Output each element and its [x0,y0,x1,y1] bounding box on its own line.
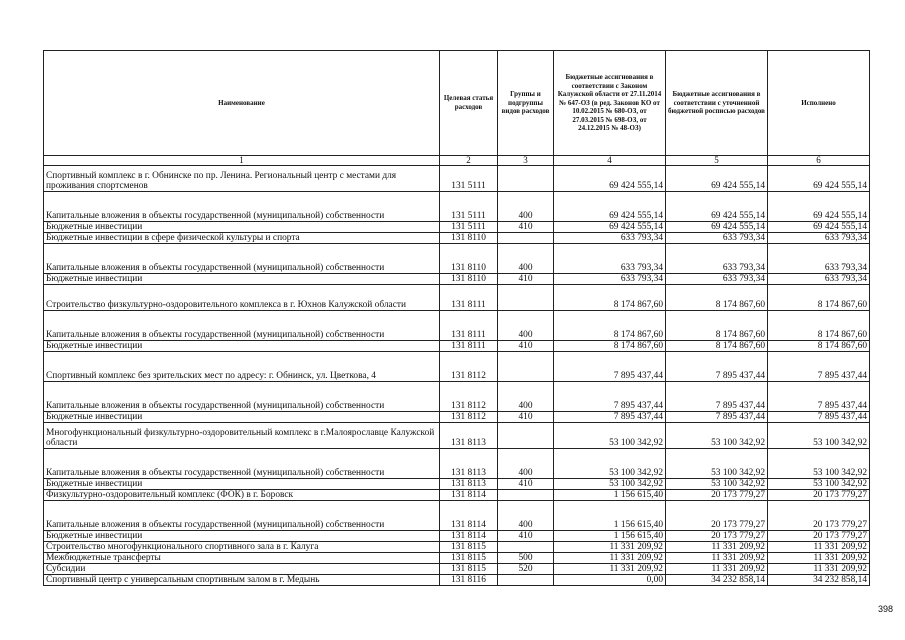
page-number: 398 [877,604,893,614]
row-executed: 633 793,34 [768,244,870,274]
row-target-article: 131 8114 [440,501,498,531]
row-budget-law: 633 793,34 [554,244,666,274]
row-executed: 7 895 437,44 [768,382,870,412]
row-expense-group: 410 [498,341,554,352]
row-name: Бюджетные инвестиции [44,222,440,233]
row-expense-group: 400 [498,449,554,479]
row-executed: 633 793,34 [768,233,870,244]
row-target-article: 131 8114 [440,490,498,501]
row-budget-law: 69 424 555,14 [554,222,666,233]
table-row [44,542,870,553]
row-executed: 69 424 555,14 [768,192,870,222]
row-name: Субсидии [44,564,440,575]
row-executed: 7 895 437,44 [768,412,870,423]
row-target-article: 131 8114 [440,531,498,542]
table-row [44,423,870,449]
table-row [44,382,870,412]
row-executed: 20 173 779,27 [768,490,870,501]
row-executed: 8 174 867,60 [768,341,870,352]
row-expense-group: 400 [498,382,554,412]
row-target-article: 131 8110 [440,244,498,274]
row-budget-list: 7 895 437,44 [666,352,768,382]
row-budget-law: 8 174 867,60 [554,341,666,352]
row-target-article: 131 8115 [440,564,498,575]
row-budget-list: 34 232 858,14 [666,575,768,586]
row-expense-group: 400 [498,244,554,274]
row-budget-list: 69 424 555,14 [666,166,768,192]
table-row [44,285,870,311]
row-budget-list: 633 793,34 [666,274,768,285]
column-number: 1 [44,156,440,166]
row-target-article: 131 8112 [440,412,498,423]
row-target-article: 131 8115 [440,553,498,564]
row-executed: 633 793,34 [768,274,870,285]
row-budget-law: 1 156 615,40 [554,501,666,531]
row-executed: 20 173 779,27 [768,531,870,542]
row-executed: 7 895 437,44 [768,352,870,382]
row-name: Спортивный комплекс без зрительских мест по адресу: г. Обнинск, ул. Цветкова, 4 [44,352,440,382]
row-expense-group: 410 [498,479,554,490]
row-budget-law: 7 895 437,44 [554,352,666,382]
row-name: Капитальные вложения в объекты государственной (муниципальной) собственности [44,501,440,531]
row-target-article: 131 5111 [440,222,498,233]
table-row [44,341,870,352]
header-budget-list: Бюджетные ассигнования в соответствии с уточненной бюджетной росписью расходов [666,51,768,156]
row-budget-law: 53 100 342,92 [554,479,666,490]
header-executed: Исполнено [768,51,870,156]
row-budget-law: 7 895 437,44 [554,412,666,423]
row-name: Капитальные вложения в объекты государственной (муниципальной) собственности [44,382,440,412]
row-executed: 8 174 867,60 [768,285,870,311]
row-name: Бюджетные инвестиции [44,479,440,490]
row-expense-group: 500 [498,553,554,564]
row-budget-list: 8 174 867,60 [666,341,768,352]
row-executed: 53 100 342,92 [768,423,870,449]
row-name: Бюджетные инвестиции [44,341,440,352]
row-name: Физкультурно-оздоровительный комплекс (ФОК) в г. Боровск [44,490,440,501]
row-name: Бюджетные инвестиции [44,274,440,285]
row-budget-law: 633 793,34 [554,274,666,285]
row-budget-law: 7 895 437,44 [554,382,666,412]
row-expense-group [498,575,554,586]
header-name: Наименование [44,51,440,156]
row-target-article: 131 8112 [440,382,498,412]
row-budget-law: 53 100 342,92 [554,423,666,449]
row-target-article: 131 8111 [440,285,498,311]
row-executed: 8 174 867,60 [768,311,870,341]
row-name: Капитальные вложения в объекты государственной (муниципальной) собственности [44,449,440,479]
row-expense-group [498,542,554,553]
row-target-article: 131 5111 [440,192,498,222]
row-target-article: 131 8113 [440,423,498,449]
row-expense-group [498,352,554,382]
row-budget-law: 11 331 209,92 [554,553,666,564]
table-row [44,192,870,222]
row-budget-law: 11 331 209,92 [554,542,666,553]
row-name: Строительство многофункционального спортивного зала в г. Калуга [44,542,440,553]
row-budget-list: 69 424 555,14 [666,192,768,222]
row-target-article: 131 5111 [440,166,498,192]
row-budget-law: 633 793,34 [554,233,666,244]
row-target-article: 131 8112 [440,352,498,382]
row-expense-group: 410 [498,412,554,423]
table-row [44,531,870,542]
row-budget-list: 20 173 779,27 [666,490,768,501]
column-number: 6 [768,156,870,166]
row-name: Капитальные вложения в объекты государственной (муниципальной) собственности [44,192,440,222]
row-budget-list: 53 100 342,92 [666,423,768,449]
column-number-row [44,156,870,166]
row-executed: 11 331 209,92 [768,542,870,553]
row-expense-group: 400 [498,311,554,341]
row-target-article: 131 8113 [440,479,498,490]
row-name: Бюджетные инвестиции [44,531,440,542]
header-budget-law: Бюджетные ассигнования в соответствии с Законом Калужской области от 27.11.2014 № 647-ОЗ (в ред. Законов КО от 10.02.2015 № 680-ОЗ, от 27.03.2015 № 698-ОЗ, от 24.12.2015 № 48-ОЗ) [554,51,666,156]
row-budget-law: 53 100 342,92 [554,449,666,479]
row-executed: 11 331 209,92 [768,553,870,564]
column-number: 5 [666,156,768,166]
header-expense-groups: Группы и подгруппы видов расходов [498,51,554,156]
table-row [44,233,870,244]
table-row [44,222,870,233]
row-target-article: 131 8110 [440,274,498,285]
row-target-article: 131 8115 [440,542,498,553]
row-budget-law: 8 174 867,60 [554,311,666,341]
row-executed: 20 173 779,27 [768,501,870,531]
table-row [44,564,870,575]
row-budget-law: 8 174 867,60 [554,285,666,311]
row-expense-group: 520 [498,564,554,575]
row-executed: 69 424 555,14 [768,222,870,233]
column-number: 2 [440,156,498,166]
table-row [44,412,870,423]
row-budget-list: 633 793,34 [666,233,768,244]
row-target-article: 131 8111 [440,341,498,352]
row-name: Многофункциональный физкультурно-оздоровительный комплекс в г.Малоярославце Калужской области [44,423,440,449]
row-executed: 11 331 209,92 [768,564,870,575]
row-expense-group: 400 [498,501,554,531]
row-budget-law: 69 424 555,14 [554,166,666,192]
row-budget-list: 8 174 867,60 [666,285,768,311]
row-budget-law: 1 156 615,40 [554,490,666,501]
row-budget-list: 11 331 209,92 [666,564,768,575]
row-name: Спортивный комплекс в г. Обнинске по пр. Ленина. Региональный центр с местами для проживания спортсменов [44,166,440,192]
row-budget-list: 7 895 437,44 [666,412,768,423]
row-budget-law: 0,00 [554,575,666,586]
row-executed: 69 424 555,14 [768,166,870,192]
row-budget-list: 20 173 779,27 [666,531,768,542]
row-expense-group [498,423,554,449]
row-name: Бюджетные инвестиции в сфере физической культуры и спорта [44,233,440,244]
row-budget-law: 1 156 615,40 [554,531,666,542]
budget-table [43,50,870,586]
row-target-article: 131 8113 [440,449,498,479]
row-expense-group [498,166,554,192]
row-executed: 53 100 342,92 [768,449,870,479]
row-budget-list: 53 100 342,92 [666,449,768,479]
row-target-article: 131 8111 [440,311,498,341]
row-expense-group [498,490,554,501]
table-body [44,166,870,586]
row-budget-list: 633 793,34 [666,244,768,274]
row-budget-list: 69 424 555,14 [666,222,768,233]
row-target-article: 131 8116 [440,575,498,586]
table-row [44,449,870,479]
row-name: Капитальные вложения в объекты государственной (муниципальной) собственности [44,311,440,341]
row-name: Капитальные вложения в объекты государственной (муниципальной) собственности [44,244,440,274]
row-executed: 53 100 342,92 [768,479,870,490]
table-row [44,244,870,274]
row-expense-group: 400 [498,192,554,222]
row-budget-list: 53 100 342,92 [666,479,768,490]
row-name: Спортивный центр с универсальным спортивным залом в г. Медынь [44,575,440,586]
row-budget-list: 11 331 209,92 [666,553,768,564]
table-row [44,501,870,531]
row-budget-list: 11 331 209,92 [666,542,768,553]
row-executed: 34 232 858,14 [768,575,870,586]
table-row [44,311,870,341]
row-budget-list: 8 174 867,60 [666,311,768,341]
row-expense-group: 410 [498,274,554,285]
table-row [44,553,870,564]
row-name: Межбюджетные трансферты [44,553,440,564]
table-row [44,166,870,192]
table-row [44,490,870,501]
row-budget-list: 20 173 779,27 [666,501,768,531]
row-expense-group [498,285,554,311]
row-expense-group: 410 [498,531,554,542]
table-row [44,274,870,285]
column-number: 3 [498,156,554,166]
row-budget-law: 69 424 555,14 [554,192,666,222]
header-target-article: Целевая статья расходов [440,51,498,156]
row-expense-group [498,233,554,244]
row-target-article: 131 8110 [440,233,498,244]
column-number: 4 [554,156,666,166]
table-row [44,352,870,382]
row-budget-list: 7 895 437,44 [666,382,768,412]
row-expense-group: 410 [498,222,554,233]
table-row [44,575,870,586]
table-row [44,479,870,490]
row-budget-law: 11 331 209,92 [554,564,666,575]
row-name: Строительство физкультурно-оздоровительного комплекса в г. Юхнов Калужской области [44,285,440,311]
row-name: Бюджетные инвестиции [44,412,440,423]
